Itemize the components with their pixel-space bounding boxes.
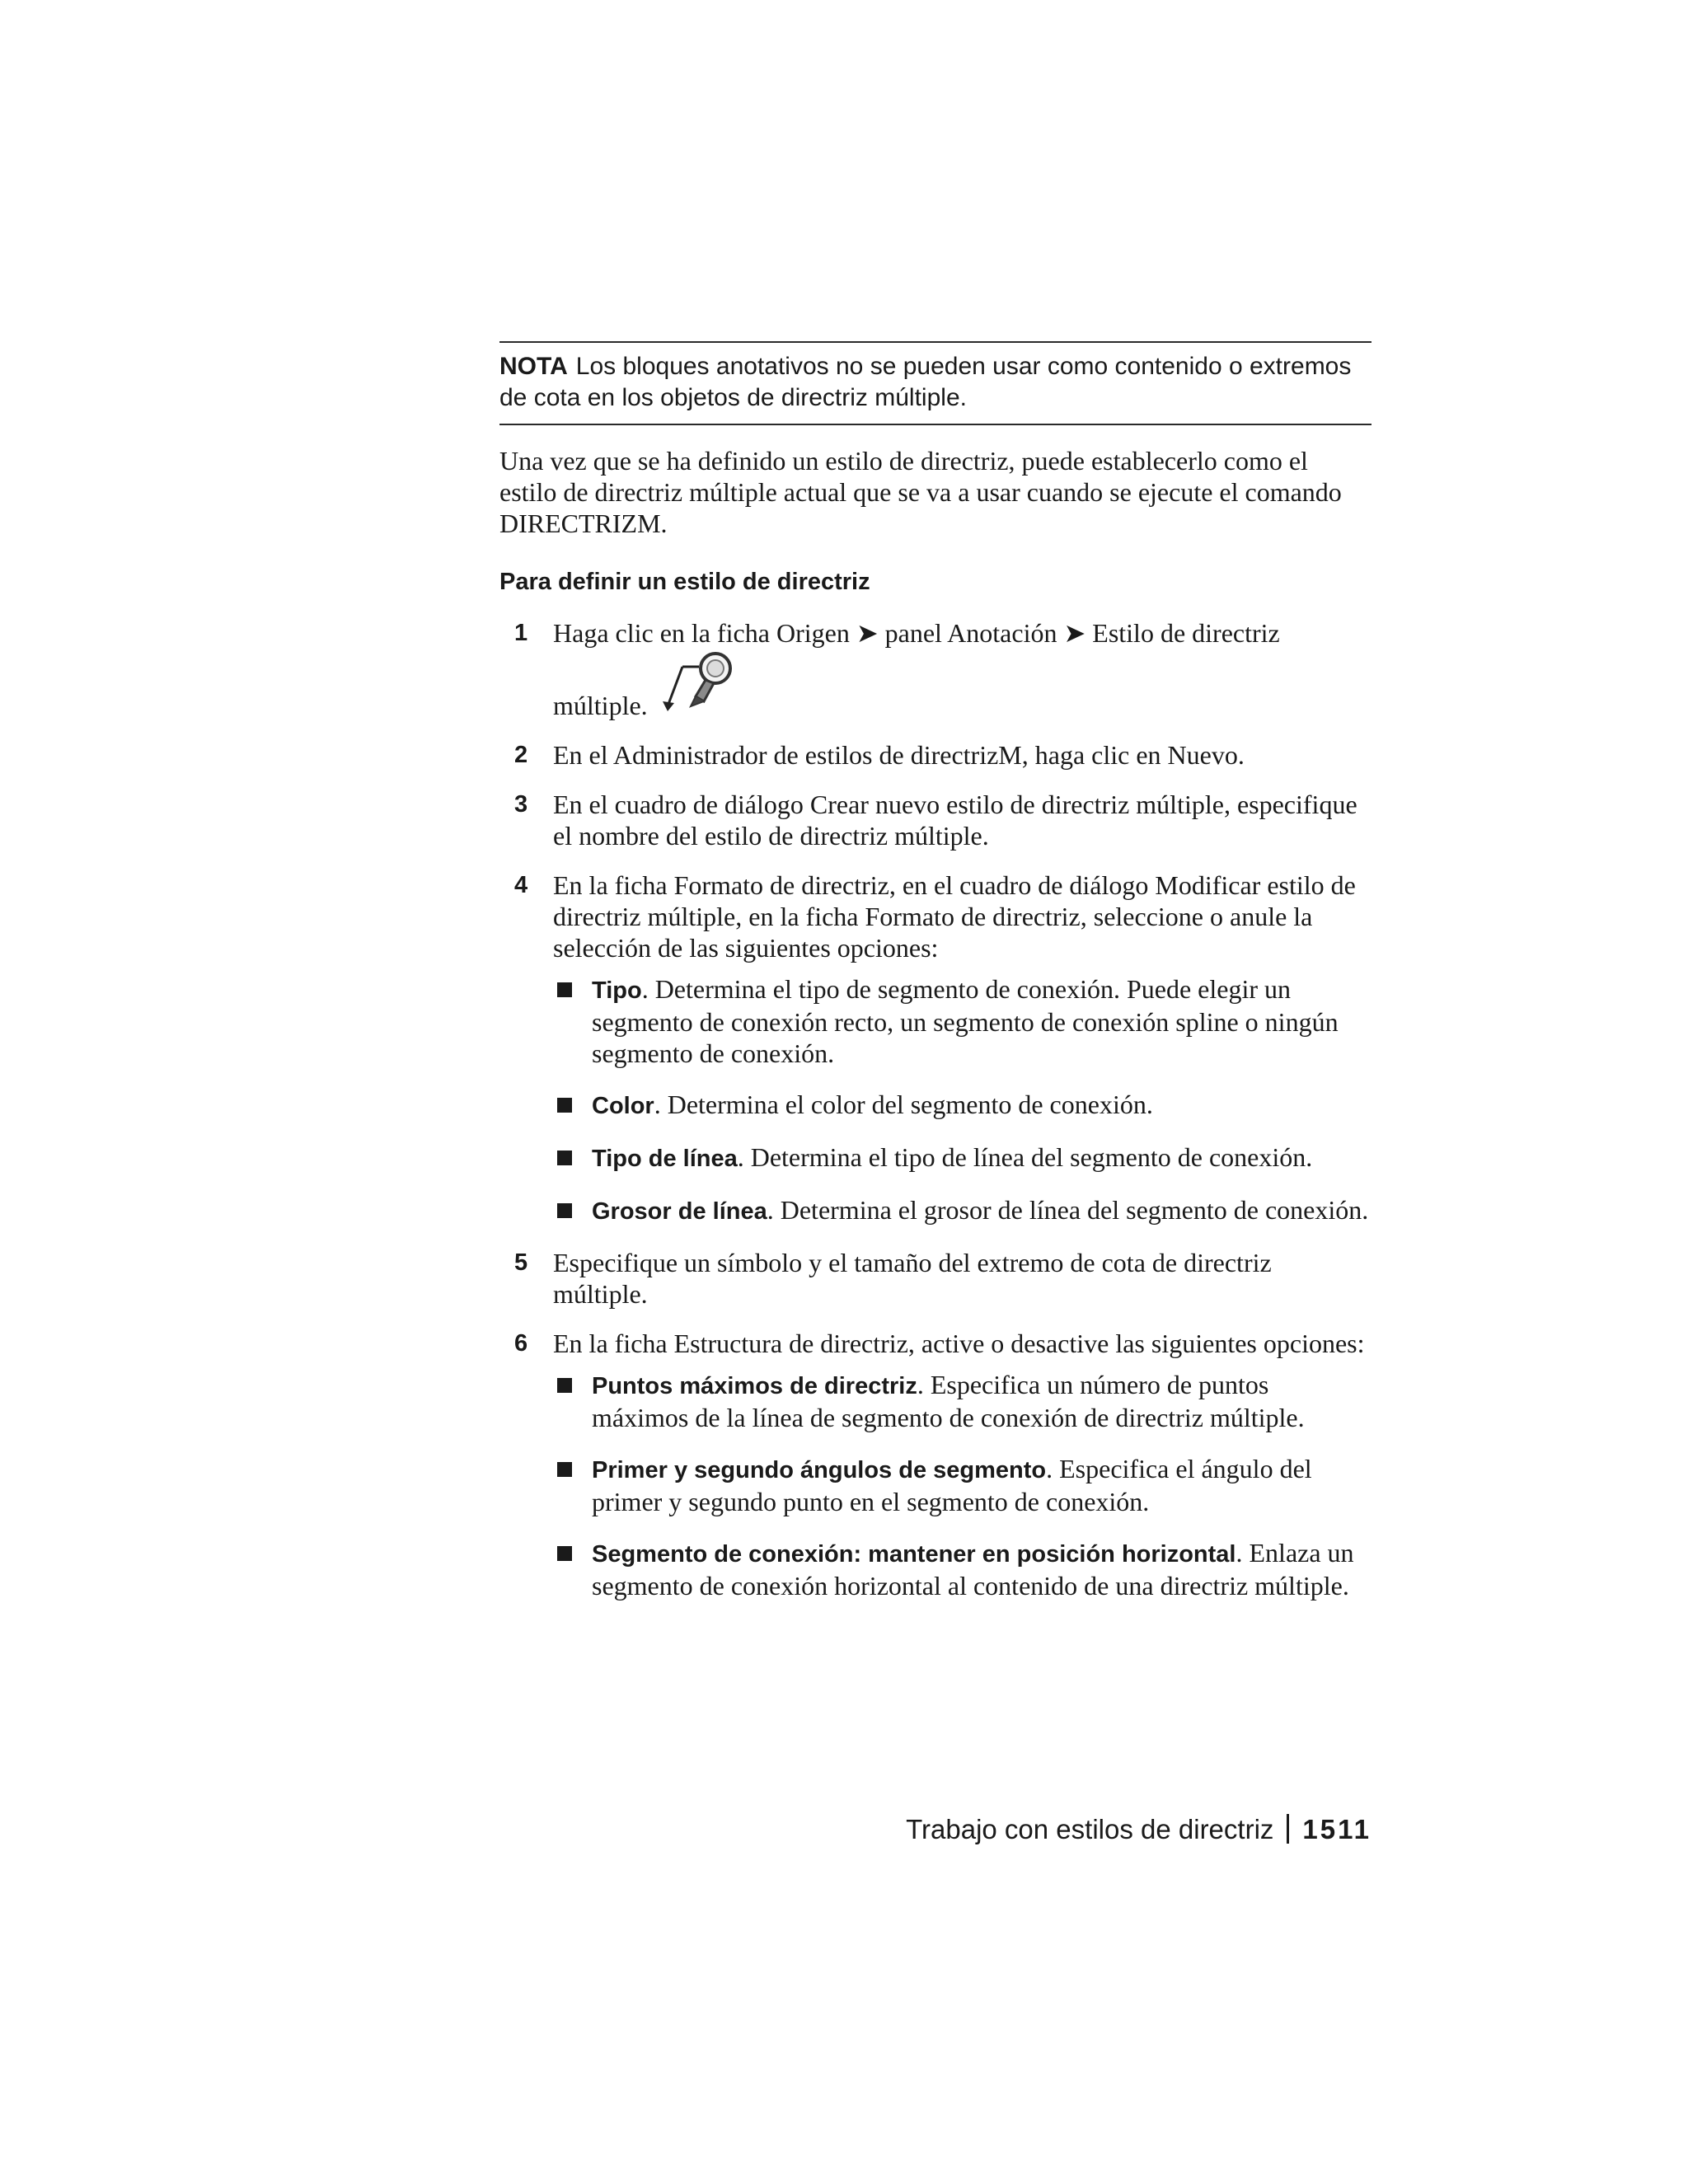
note-box xyxy=(499,341,1372,425)
note-text: Los bloques anotativos no se pueden usar como contenido o extremos de cota en los objetos de directriz múltiple. xyxy=(499,353,1352,411)
step-number: 6 xyxy=(514,1330,528,1357)
step-number: 1 xyxy=(514,620,528,646)
footer-divider xyxy=(1287,1814,1289,1844)
step-text: Haga clic en la ficha Origen ➤ panel Anotación ➤ Estilo de directriz xyxy=(553,618,1280,648)
bullet-square-icon xyxy=(557,1378,572,1393)
list-item xyxy=(553,1089,1372,1122)
bullet-term: Color xyxy=(592,1093,654,1119)
step-5 xyxy=(499,1247,1372,1310)
list-item xyxy=(553,973,1372,1069)
list-item xyxy=(553,1453,1372,1517)
bullet-text: . Determina el tipo de segmento de conexión. Puede elegir un segmento de conexión recto, un segmento de conexión spline o ningún segmento de conexión. xyxy=(592,974,1339,1068)
bullet-square-icon xyxy=(557,1546,572,1561)
bullet-term: Puntos máximos de directriz xyxy=(592,1373,917,1399)
list-item xyxy=(553,1369,1372,1433)
step-text-continued: múltiple. xyxy=(553,691,648,720)
bullet-square-icon xyxy=(557,1203,572,1218)
bullet-square-icon xyxy=(557,1098,572,1113)
list-item xyxy=(553,1537,1372,1601)
step-4 xyxy=(499,869,1372,1227)
bullet-text: . Enlaza un segmento de conexión horizontal al contenido de una directriz múltiple. xyxy=(592,1538,1354,1601)
bullet-term: Tipo xyxy=(592,977,642,1004)
bullet-term: Tipo de línea xyxy=(592,1146,738,1172)
footer-chapter-title: Trabajo con estilos de directriz xyxy=(906,1814,1274,1844)
step-number: 3 xyxy=(514,791,528,818)
bullet-list xyxy=(553,973,1372,1227)
bullet-text: . Determina el color del segmento de conexión. xyxy=(654,1090,1153,1119)
step-3 xyxy=(499,789,1372,851)
bullet-text: . Especifica un número de puntos máximos de la línea de segmento de conexión de directriz múltiple. xyxy=(592,1370,1305,1432)
bullet-term: Primer y segundo ángulos de segmento xyxy=(592,1457,1047,1483)
step-text: En el Administrador de estilos de directrizM, haga clic en Nuevo. xyxy=(553,740,1245,770)
page-number: 1511 xyxy=(1302,1814,1372,1844)
step-text: En la ficha Estructura de directriz, active o desactive las siguientes opciones: xyxy=(553,1329,1365,1358)
step-6 xyxy=(499,1328,1372,1601)
list-item xyxy=(553,1141,1372,1174)
bullet-term: Segmento de conexión: mantener en posición horizontal xyxy=(592,1541,1236,1568)
list-item xyxy=(553,1194,1372,1227)
bullet-list xyxy=(553,1369,1372,1601)
steps-list xyxy=(499,617,1372,1601)
step-number: 5 xyxy=(514,1249,528,1276)
step-text: Especifique un símbolo y el tamaño del extremo de cota de directriz múltiple. xyxy=(553,1248,1272,1309)
step-2 xyxy=(499,739,1372,771)
step-number: 2 xyxy=(514,742,528,768)
page-footer xyxy=(499,1813,1372,1846)
bullet-square-icon xyxy=(557,982,572,997)
page-content xyxy=(499,341,1372,1621)
bullet-square-icon xyxy=(557,1462,572,1477)
step-text: En el cuadro de diálogo Crear nuevo estilo de directriz múltiple, especifique el nombre del estilo de directriz múltiple. xyxy=(553,790,1357,851)
note-label: NOTA xyxy=(499,353,568,380)
bullet-square-icon xyxy=(557,1151,572,1165)
step-number: 4 xyxy=(514,872,528,898)
bullet-term: Grosor de línea xyxy=(592,1198,767,1225)
bullet-text: . Determina el grosor de línea del segmento de conexión. xyxy=(767,1195,1369,1225)
section-heading: Para definir un estilo de directriz xyxy=(499,569,870,595)
intro-paragraph: Una vez que se ha definido un estilo de directriz, puede establecerlo como el estilo de directriz múltiple actual que se va a usar cuando se ejecute el comando DIRECTRIZM. xyxy=(499,446,1342,538)
bullet-text: . Determina el tipo de línea del segmento de conexión. xyxy=(737,1142,1313,1172)
bullet-text: . Especifica el ángulo del primer y segundo punto en el segmento de conexión. xyxy=(592,1454,1312,1516)
step-1 xyxy=(499,617,1372,721)
multileader-style-icon xyxy=(659,649,738,718)
step-text: En la ficha Formato de directriz, en el cuadro de diálogo Modificar estilo de directriz múltiple, en la ficha Formato de directriz, seleccione o anule la selección de las siguientes opciones: xyxy=(553,870,1356,963)
